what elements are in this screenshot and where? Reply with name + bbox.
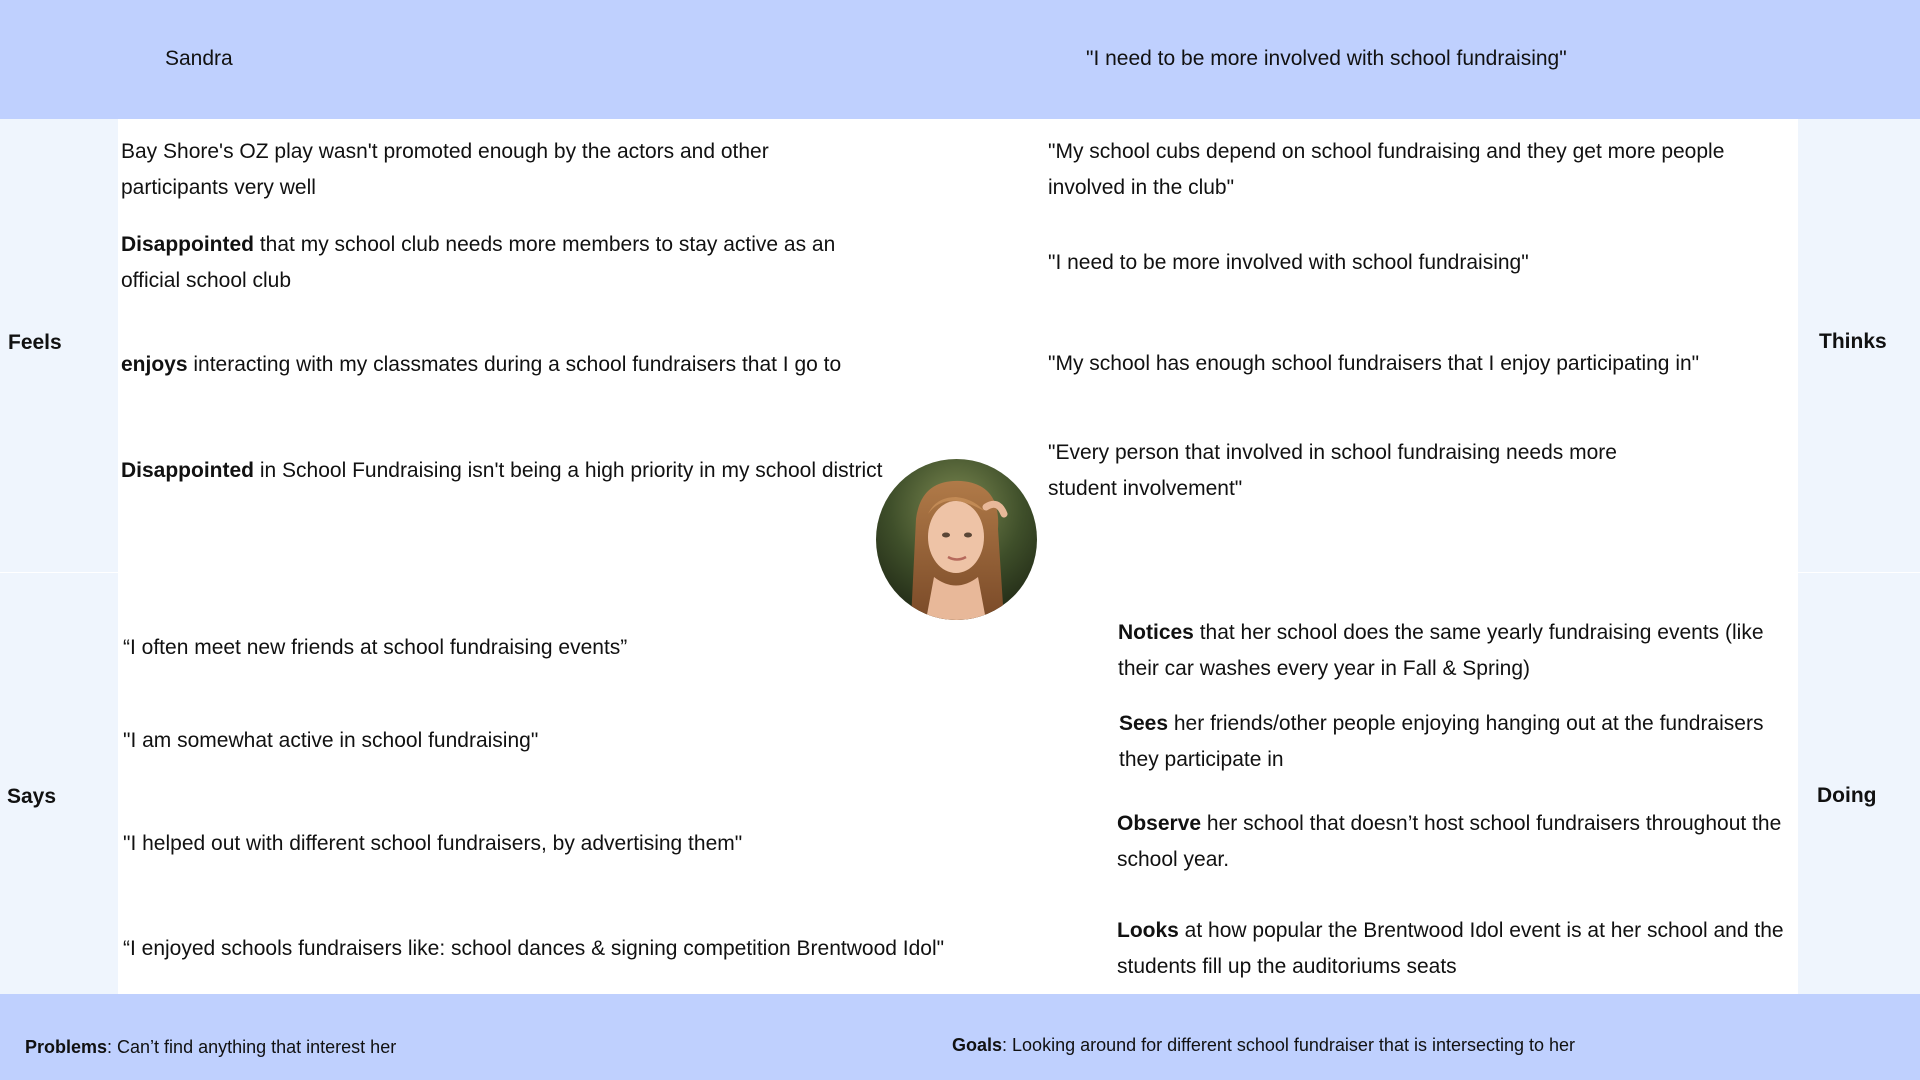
goals-statement: Goals: Looking around for different school fundraiser that is intersecting to her xyxy=(952,1035,1576,1055)
doing-item-keyword: Sees xyxy=(1119,712,1169,735)
thinks-label: Thinks xyxy=(1819,330,1887,353)
header-band xyxy=(0,0,1920,119)
problems-statement: Problems: Can’t find anything that interest her xyxy=(25,1037,397,1057)
doing-item: Observe her school that doesn’t host school fundraisers throughout the school year. xyxy=(1117,812,1782,871)
goals-label: Goals xyxy=(952,1035,1003,1055)
doing-item-keyword: Observe xyxy=(1117,812,1202,835)
feels-item-keyword: enjoys xyxy=(121,353,188,376)
feels-item: Disappointed that my school club needs more members to stay active as an official school club xyxy=(121,233,836,292)
doing-label: Doing xyxy=(1817,784,1877,807)
persona-quote: "I need to be more involved with school fundraising" xyxy=(1086,47,1567,70)
persona-avatar xyxy=(876,459,1037,620)
persona-name: Sandra xyxy=(165,47,233,70)
feels-item: Disappointed in School Fundraising isn't being a high priority in my school district xyxy=(121,459,883,482)
doing-item: Sees her friends/other people enjoying hanging out at the fundraisers they participate in xyxy=(1119,712,1764,771)
feels-item: enjoys interacting with my classmates during a school fundraisers that I go to xyxy=(121,353,842,376)
says-item: “I often meet new friends at school fundraising events” xyxy=(123,636,628,659)
feels-item-keyword: Disappointed xyxy=(121,459,255,482)
doing-item: Notices that her school does the same yearly fundraising events (like their car washes every year in Fall & Spring) xyxy=(1118,621,1764,680)
thinks-item: "Every person that involved in school fundraising needs more student involvement" xyxy=(1048,441,1617,500)
thinks-item: "I need to be more involved with school fundraising" xyxy=(1048,251,1529,274)
says-label: Says xyxy=(7,785,57,808)
thinks-item: "My school has enough school fundraisers that I enjoy participating in" xyxy=(1048,352,1700,375)
problems-label: Problems xyxy=(25,1037,108,1057)
feels-item-keyword: Disappointed xyxy=(121,233,255,256)
says-side-panel xyxy=(0,573,118,994)
feels-label: Feels xyxy=(8,331,62,354)
thinks-item: "My school cubs depend on school fundraising and they get more people involved in the club" xyxy=(1048,140,1725,199)
doing-item-keyword: Notices xyxy=(1118,621,1194,644)
says-item: "I am somewhat active in school fundraising" xyxy=(123,729,539,752)
doing-item-keyword: Looks xyxy=(1117,919,1179,942)
feels-item: Bay Shore's OZ play wasn't promoted enough by the actors and other participants very well xyxy=(121,140,769,199)
says-item: "I helped out with different school fundraisers, by advertising them" xyxy=(123,832,743,855)
says-item: “I enjoyed schools fundraisers like: school dances & signing competition Brentwood Idol" xyxy=(123,937,945,960)
doing-item: Looks at how popular the Brentwood Idol event is at her school and the students fill up the auditoriums seats xyxy=(1117,919,1784,978)
